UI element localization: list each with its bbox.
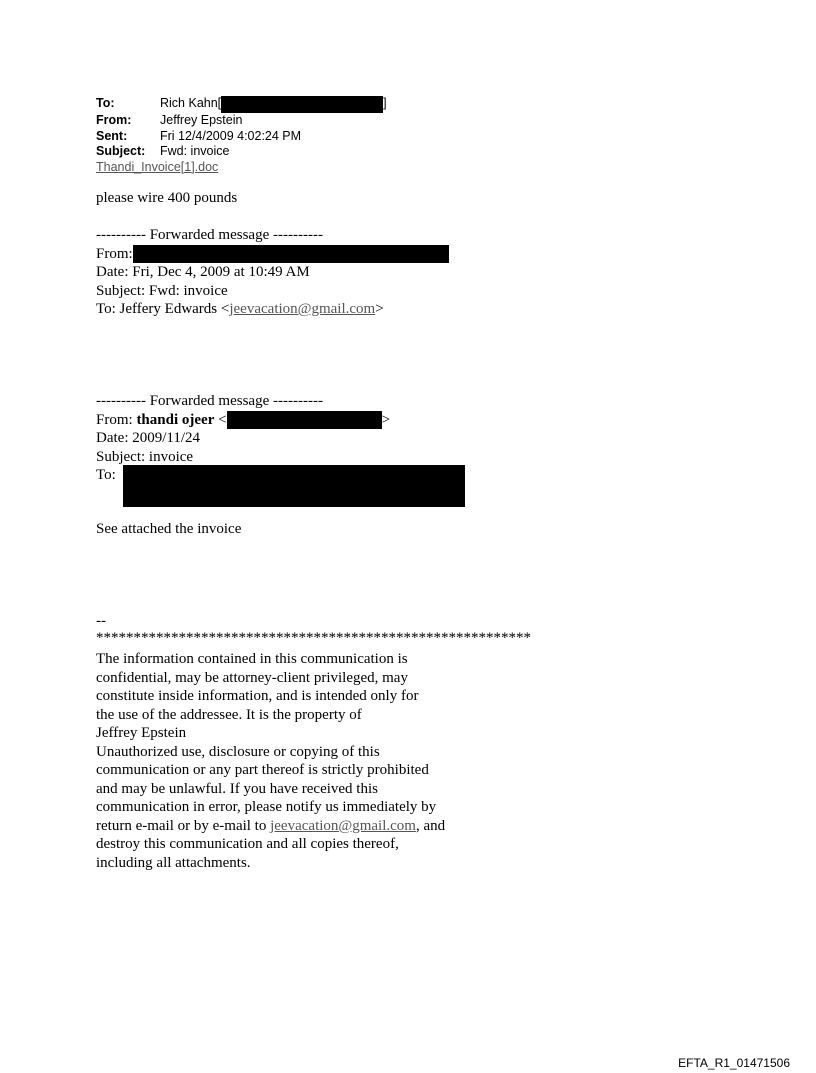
attachment-link[interactable]: Thandi_Invoice[1].doc [96, 159, 219, 174]
from-label: From: [96, 113, 132, 127]
forward1-to-suffix: > [375, 301, 384, 318]
forward2-subject: Subject: invoice [96, 448, 194, 465]
forward2-from-name: thandi ojeer [136, 411, 215, 428]
disclaimer-line: communication or any part thereof is strictly prohibited [96, 762, 429, 778]
forward1-to [96, 300, 449, 319]
forward1-subject: Subject: Fwd: invoice [96, 282, 228, 299]
forward1-divider: ---------- Forwarded message ---------- [96, 227, 323, 243]
forward2-divider: ---------- Forwarded message ---------- [96, 393, 323, 409]
to-close: ] [383, 96, 387, 110]
sent-row [96, 129, 387, 145]
forward2-date: Date: 2009/11/24 [96, 430, 201, 447]
forward1-date: Date: Fri, Dec 4, 2009 at 10:49 AM [96, 264, 310, 281]
redaction-block [133, 245, 449, 263]
body-message: please wire 400 pounds [96, 190, 238, 206]
forward2-to-label: To: [96, 467, 116, 484]
disclaimer-email-link[interactable]: jeevacation@gmail.com [270, 817, 416, 834]
disclaimer-line: constitute inside information, and is intended only for [96, 688, 419, 704]
disclaimer [96, 650, 445, 872]
signature-stars: ********************************************************** [96, 630, 531, 646]
forward1-block [96, 226, 449, 319]
to-value: Rich Kahn[ [160, 96, 222, 110]
forward1-to-prefix: To: Jeffery Edwards < [96, 301, 230, 318]
forward2-from-open: < [214, 411, 227, 428]
attachment-row [96, 160, 387, 176]
to-row [96, 96, 387, 113]
redaction-block [221, 96, 383, 113]
subject-row [96, 144, 387, 160]
disclaimer-line: communication in error, please notify us immediately by [96, 799, 437, 815]
forward2-from-prefix: From: [96, 411, 137, 428]
forward1-to-email-link[interactable]: jeevacation@gmail.com [229, 301, 376, 318]
disclaimer-line: Jeffrey Epstein [96, 725, 187, 741]
disclaimer-line: confidential, may be attorney-client privileged, may [96, 669, 408, 686]
disclaimer-line: destroy this communication and all copies thereof, [96, 836, 399, 852]
disclaimer-line: and may be unlawful. If you have received this [96, 780, 378, 797]
disclaimer-line: Unauthorized use, disclosure or copying of this [96, 743, 380, 760]
to-label: To: [96, 96, 115, 110]
forward1-from-label: From: [96, 245, 133, 262]
signature-dash: -- [96, 613, 106, 629]
forward2-from-close: > [381, 411, 391, 428]
redaction-block [123, 465, 465, 507]
disclaimer-line: the use of the addressee. It is the property of [96, 706, 362, 723]
disclaimer-line: The information contained in this communication is [96, 651, 408, 667]
forward1-from [96, 245, 449, 264]
sent-label: Sent: [96, 128, 128, 143]
disclaimer-email-line [96, 817, 445, 836]
from-row [96, 113, 387, 129]
redaction-block [227, 411, 382, 429]
forward2-from [96, 411, 390, 430]
sent-value: Fri 12/4/2009 4:02:24 PM [160, 128, 302, 143]
disclaimer-email-prefix: return e-mail or by e-mail to [96, 817, 271, 834]
message-text: See attached the invoice [96, 521, 242, 537]
disclaimer-line: including all attachments. [96, 854, 251, 871]
document-id: EFTA_R1_01471506 [678, 1056, 790, 1070]
subject-value: Fwd: invoice [160, 144, 230, 158]
subject-label: Subject: [96, 144, 146, 158]
disclaimer-email-suffix: , and [415, 817, 446, 834]
from-value: Jeffrey Epstein [160, 113, 243, 127]
email-header [96, 96, 387, 175]
